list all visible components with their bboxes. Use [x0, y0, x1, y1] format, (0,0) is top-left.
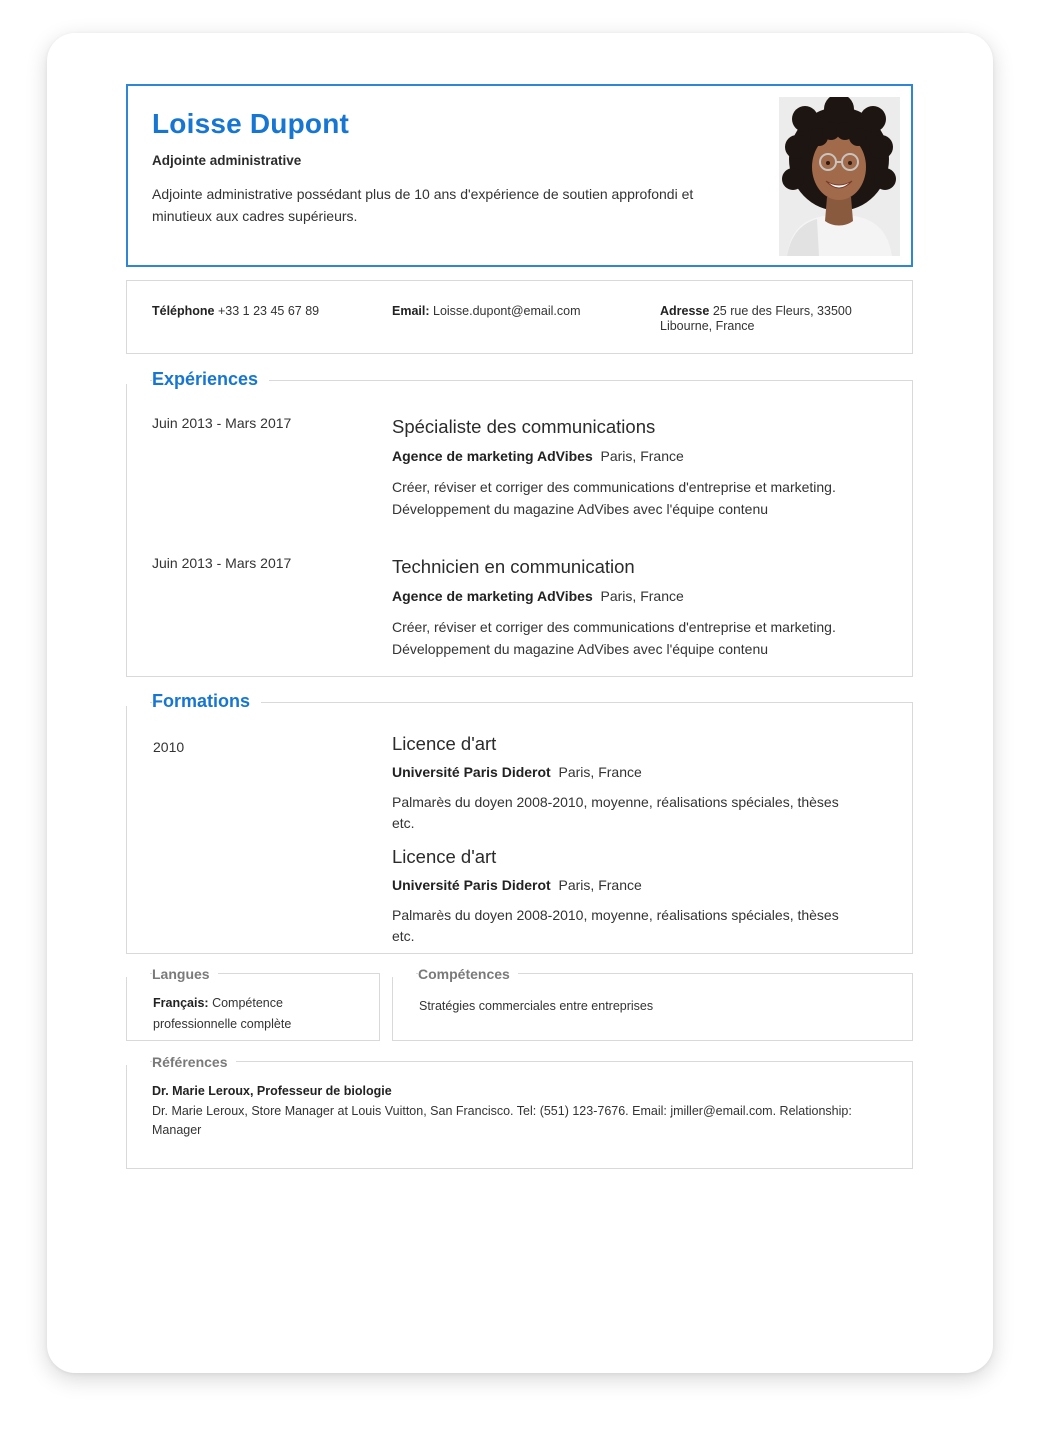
description-line: Créer, réviser et corriger des communications d'entreprise et marketing. — [392, 619, 836, 635]
formation-school — [392, 877, 642, 893]
address-value: 25 rue des Fleurs, 33500 Libourne, France — [660, 304, 852, 333]
description-line: Créer, réviser et corriger des communications d'entreprise et marketing. — [392, 479, 836, 495]
section-border-gap — [125, 700, 150, 706]
skill-item: Stratégies commerciales entre entreprises — [419, 999, 654, 1013]
formation-title: Licence d'art — [392, 846, 497, 867]
reference-name: Dr. Marie Leroux, Professeur de biologie — [152, 1084, 392, 1098]
section-border-gap — [391, 971, 416, 977]
description-line: Développement du magazine AdVibes avec l'équipe contenu — [392, 501, 769, 517]
reference-details: Dr. Marie Leroux, Store Manager at Louis Vuitton, San Francisco. Tel: (551) 123-7676. Email: jmiller@email.com. Relationship: Manager — [152, 1104, 852, 1137]
address-label: Adresse — [660, 304, 710, 318]
formation-description: Palmarès du doyen 2008-2010, moyenne, réalisations spéciales, thèses etc. — [392, 794, 839, 831]
job-title: Adjointe administrative — [152, 153, 302, 168]
language-level: Compétence professionnelle complète — [153, 996, 292, 1031]
portrait-image — [779, 97, 900, 256]
section-border-gap — [125, 971, 150, 977]
description-line: Développement du magazine AdVibes avec l'équipe contenu — [392, 641, 769, 657]
experience-description — [392, 476, 836, 520]
formation-title: Licence d'art — [392, 733, 497, 754]
skills-heading: Compétences — [418, 966, 518, 982]
phone-label: Téléphone — [152, 304, 215, 318]
candidate-name: Loisse Dupont — [152, 108, 350, 139]
references-heading: Références — [152, 1054, 236, 1070]
phone-value: +33 1 23 45 67 89 — [218, 304, 320, 318]
languages-heading: Langues — [152, 966, 218, 982]
school-name: Université Paris Diderot — [392, 877, 551, 893]
languages-section — [126, 966, 380, 1041]
company-name: Agence de marketing AdVibes — [392, 588, 593, 604]
experience-company — [392, 448, 684, 464]
contact-bar — [126, 280, 913, 354]
formations-heading: Formations — [152, 690, 261, 712]
company-location: Paris, France — [600, 588, 684, 604]
profile-photo — [779, 97, 900, 256]
section-border-gap — [125, 378, 150, 384]
experiences-section — [126, 369, 913, 677]
email-value: Loisse.dupont@email.com — [433, 304, 581, 318]
experience-company — [392, 588, 684, 604]
school-location: Paris, France — [558, 877, 642, 893]
experience-title: Technicien en communication — [392, 556, 635, 577]
formations-section — [126, 691, 913, 954]
section-border-gap — [125, 1059, 150, 1065]
experience-dates: Juin 2013 - Mars 2017 — [152, 555, 292, 571]
email-label: Email: — [392, 304, 430, 318]
experience-description — [392, 616, 836, 660]
formation-year: 2010 — [153, 739, 185, 755]
profile-summary: Adjointe administrative possédant plus de 10 ans d'expérience de soutien approfondi et minutieux aux cadres supérieurs. — [152, 186, 694, 224]
resume-header — [126, 84, 913, 267]
language-item — [153, 993, 353, 1035]
formation-description: Palmarès du doyen 2008-2010, moyenne, réalisations spéciales, thèses etc. — [392, 907, 839, 944]
skills-section — [392, 966, 913, 1041]
language-name: Français: — [153, 996, 209, 1010]
formation-school — [392, 764, 642, 780]
school-location: Paris, France — [558, 764, 642, 780]
experience-dates: Juin 2013 - Mars 2017 — [152, 415, 292, 431]
company-location: Paris, France — [600, 448, 684, 464]
school-name: Université Paris Diderot — [392, 764, 551, 780]
contact-phone — [152, 304, 372, 319]
experiences-heading: Expériences — [152, 368, 269, 390]
contact-address — [660, 304, 875, 334]
company-name: Agence de marketing AdVibes — [392, 448, 593, 464]
references-section — [126, 1054, 913, 1169]
experience-title: Spécialiste des communications — [392, 416, 656, 437]
contact-email — [392, 304, 642, 319]
